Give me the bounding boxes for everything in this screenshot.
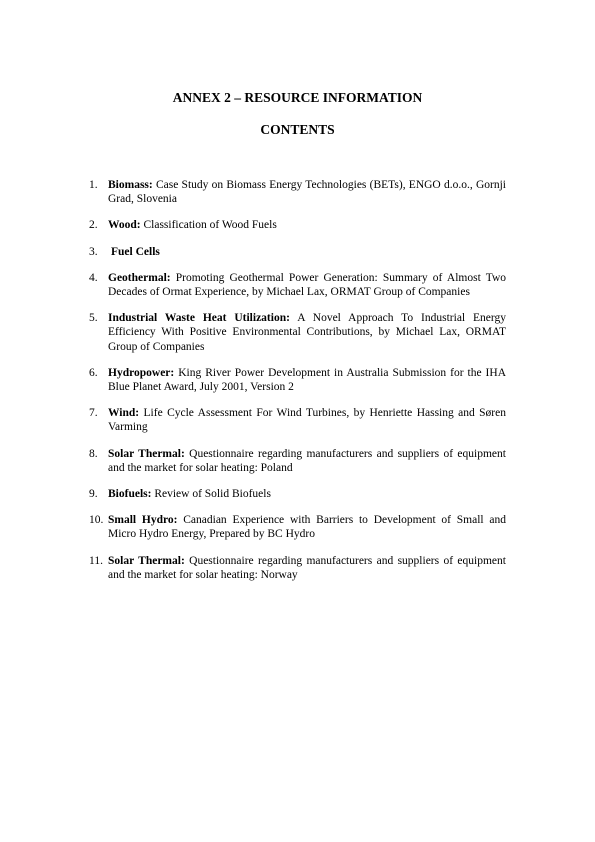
item-number: 4. [89, 271, 98, 284]
contents-item-2 [89, 218, 506, 232]
item-text: Review of Solid Biofuels [151, 487, 271, 500]
contents-item-5 [89, 311, 506, 353]
item-heading: Wood: [108, 219, 141, 232]
item-number: 7. [89, 407, 98, 420]
contents-item-9 [89, 487, 506, 501]
contents-title: CONTENTS [260, 122, 335, 137]
contents-item-7 [89, 406, 506, 434]
contents-item-3 [89, 245, 506, 259]
item-text: Classification of Wood Fuels [140, 219, 277, 232]
item-text: Canadian Experience with Barriers to Development of Small and Micro Hydro Energy, Prepared by BC Hydro [108, 514, 507, 541]
item-heading: Geothermal: [108, 271, 171, 284]
item-text: Promoting Geothermal Power Generation: Summary of Almost Two Decades of Ormat Experience, by Michael Lax, ORMAT Group of Companies [108, 271, 506, 299]
item-number: 2. [89, 219, 98, 232]
item-heading: Fuel Cells [111, 245, 160, 258]
item-text: A Novel Approach To Industrial Energy Efficiency With Positive Environmental Contributions, by Michael Lax, ORMAT Group of Companies [108, 312, 507, 353]
item-heading: Biomass: [108, 179, 153, 191]
contents-item-8 [89, 447, 506, 475]
item-heading: Solar Thermal: [108, 554, 185, 567]
item-number: 9. [89, 487, 98, 500]
contents-item-1 [89, 178, 506, 206]
item-heading: Solar Thermal: [108, 447, 185, 460]
item-number: 6. [89, 366, 98, 379]
item-number: 5. [89, 312, 98, 325]
item-heading: Wind: [108, 407, 140, 420]
item-text: Case Study on Biomass Energy Technologies (BETs), ENGO d.o.o., Gornji Grad, Slovenia [108, 179, 506, 206]
contents-item-10 [89, 513, 506, 541]
item-heading: Industrial Waste Heat Utilization: [108, 312, 290, 325]
item-text: Questionnaire regarding manufacturers and suppliers of equipment and the market for solar heating: Norway [108, 554, 506, 581]
annex-title: ANNEX 2 – RESOURCE INFORMATION [172, 90, 423, 105]
item-number: 8. [89, 447, 98, 460]
item-heading: Hydropower: [108, 366, 175, 379]
contents-list [89, 178, 506, 594]
item-text: Life Cycle Assessment For Wind Turbines, by Henriette Hassing and Søren Varming [108, 407, 506, 434]
item-heading: Small Hydro: [108, 514, 178, 527]
contents-item-4 [89, 271, 506, 299]
item-number: 1. [89, 179, 98, 191]
contents-item-6 [89, 366, 506, 394]
item-text: King River Power Development in Australia Submission for the IHA Blue Planet Award, July 2001, Version 2 [108, 366, 506, 393]
item-heading: Biofuels: [108, 487, 152, 500]
item-number: 10. [89, 514, 104, 527]
item-number: 11. [89, 554, 103, 567]
item-text: Questionnaire regarding manufacturers and suppliers of equipment and the market for solar heating: Poland [108, 447, 506, 474]
contents-item-11 [89, 554, 506, 582]
item-number: 3. [89, 245, 98, 258]
